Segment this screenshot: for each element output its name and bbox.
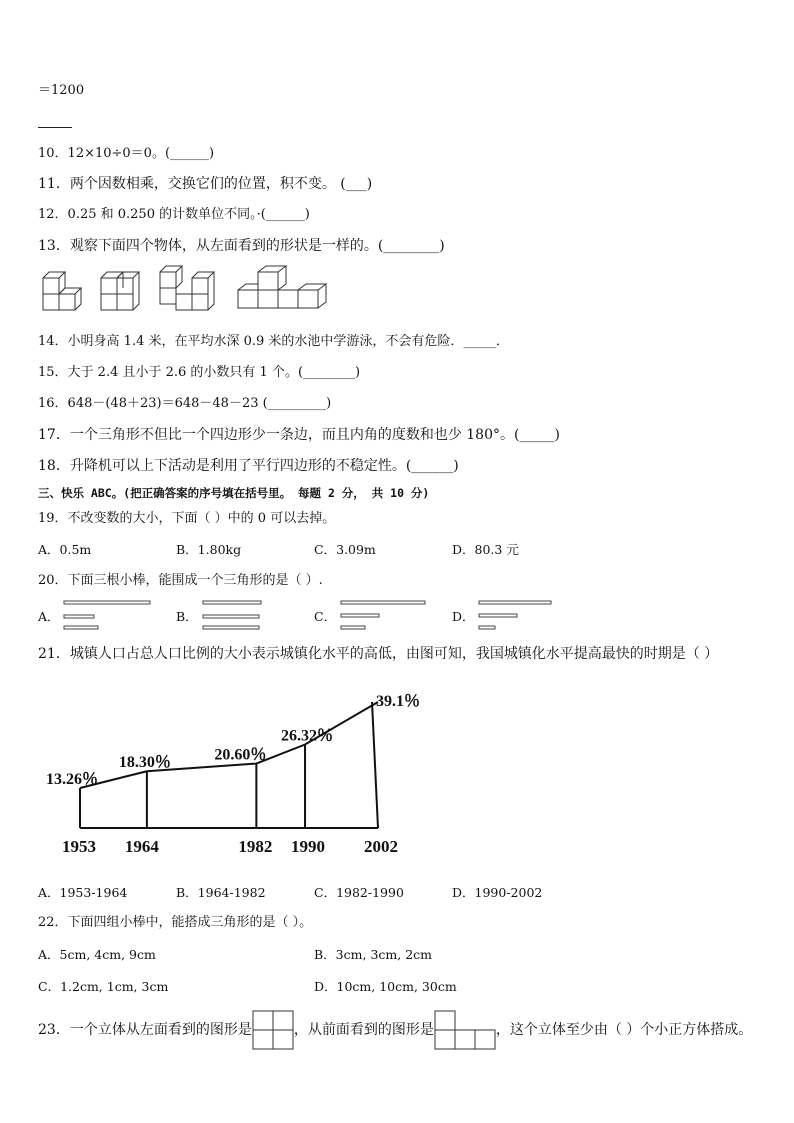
question-19: 19．不改变数的大小，下面（ ）中的 0 可以去掉。: [38, 511, 336, 526]
q21-option-a: A．1953-1964: [38, 885, 128, 900]
year-label-1964: 1964: [124, 837, 159, 856]
q19-option-b: B．1.80kg: [176, 542, 242, 557]
year-label-1990: 1990: [291, 837, 326, 856]
q19-option-a: A．0.5m: [38, 542, 92, 557]
q23-text-b: ，从前面看到的图形是: [293, 1022, 434, 1038]
q22-option-a: A．5cm, 4cm, 9cm: [38, 947, 156, 962]
year-label-2002: 2002: [364, 837, 398, 856]
value-label-2002: 39.1％: [376, 693, 421, 710]
question-17: 17．一个三角形不但比一个四边形少一条边，而且内角的度数和也少 180°。(_____): [38, 427, 560, 443]
question-11: 11．两个因数相乘，交换它们的位置，积不变。 (___): [38, 176, 373, 192]
q21-option-c: C．1982-1990: [314, 885, 404, 900]
answer-blank: [38, 127, 72, 128]
section-3-heading: 三、快乐 ABC。(把正确答案的序号填在括号里。 每题 2 分， 共 10 分): [38, 486, 430, 500]
question-18: 18．升降机可以上下活动是利用了平行四边形的不稳定性。(______): [38, 458, 459, 474]
value-label-1990: 26.32％: [281, 727, 334, 745]
question-22: 22．下面四组小棒中，能搭成三角形的是（ ）。: [38, 915, 313, 930]
q22-option-d: D．10cm, 10cm, 30cm: [314, 979, 457, 994]
value-label-1953: 13.26％: [46, 771, 99, 788]
question-10: 10．12×10÷0＝0。(______): [38, 146, 215, 161]
q20-option-c: C．: [314, 609, 337, 624]
stick-set-a: [64, 601, 150, 629]
q22-option-b: B．3cm, 3cm, 2cm: [314, 947, 432, 962]
chart-top-line: [80, 702, 378, 788]
cube-figures: [38, 263, 328, 323]
stick-set-d: [479, 601, 551, 629]
stick-sets: [60, 598, 560, 634]
q21-option-b: B．1964-1982: [176, 885, 266, 900]
cube-figure-2: [101, 272, 139, 310]
chart-vertical-2002: [372, 702, 378, 828]
stick-set-c: [341, 601, 425, 629]
question-15: 15．大于 2.4 且小于 2.6 的小数只有 1 个。(________): [38, 365, 361, 380]
q23-text-c: ，这个立体至少由（ ）个小正方体搭成。: [495, 1022, 753, 1038]
expression-line: ＝1200: [38, 83, 85, 98]
year-label-1982: 1982: [238, 837, 273, 856]
left-view-figure: [252, 1010, 294, 1050]
year-label-1953: 1953: [62, 837, 96, 856]
value-label-1982: 20.60％: [214, 746, 267, 764]
question-13: 13．观察下面四个物体，从左面看到的形状是一样的。(________): [38, 238, 445, 254]
cube-figure-3: [160, 266, 214, 310]
q20-option-b: B．: [176, 609, 198, 624]
question-23: [38, 1010, 752, 1050]
q23-text-a: 23．一个立体从左面看到的图形是: [38, 1022, 252, 1038]
question-14: 14．小明身高 1.4 米，在平均水深 0.9 米的水池中学游泳，不会有危险．_____．: [38, 334, 509, 349]
q20-option-a: A．: [38, 609, 60, 624]
question-12: 12．0.25 和 0.250 的计数单位不同。·(______): [38, 207, 310, 222]
front-view-figure: [434, 1010, 496, 1050]
value-label-1964: 18.30％: [118, 754, 171, 772]
urbanization-chart: [0, 680, 794, 860]
q19-option-d: D．80.3 元: [452, 542, 519, 557]
q20-option-d: D．: [452, 609, 475, 624]
q22-option-c: C．1.2cm, 1cm, 3cm: [38, 979, 169, 994]
cube-figure-4: [238, 266, 326, 308]
question-21: 21．城镇人口占总人口比例的大小表示城镇化水平的高低，由图可知，我国城镇化水平提高最快的时期是（ ）: [38, 646, 719, 662]
question-20: 20．下面三根小棒，能围成一个三角形的是（ ）.: [38, 573, 323, 588]
cube-figure-1: [43, 272, 81, 310]
q21-option-d: D．1990-2002: [452, 885, 543, 900]
stick-set-b: [203, 601, 261, 629]
q19-option-c: C．3.09m: [314, 542, 376, 557]
question-16: 16．648－(48＋23)＝648－48－23 (_________): [38, 396, 332, 411]
